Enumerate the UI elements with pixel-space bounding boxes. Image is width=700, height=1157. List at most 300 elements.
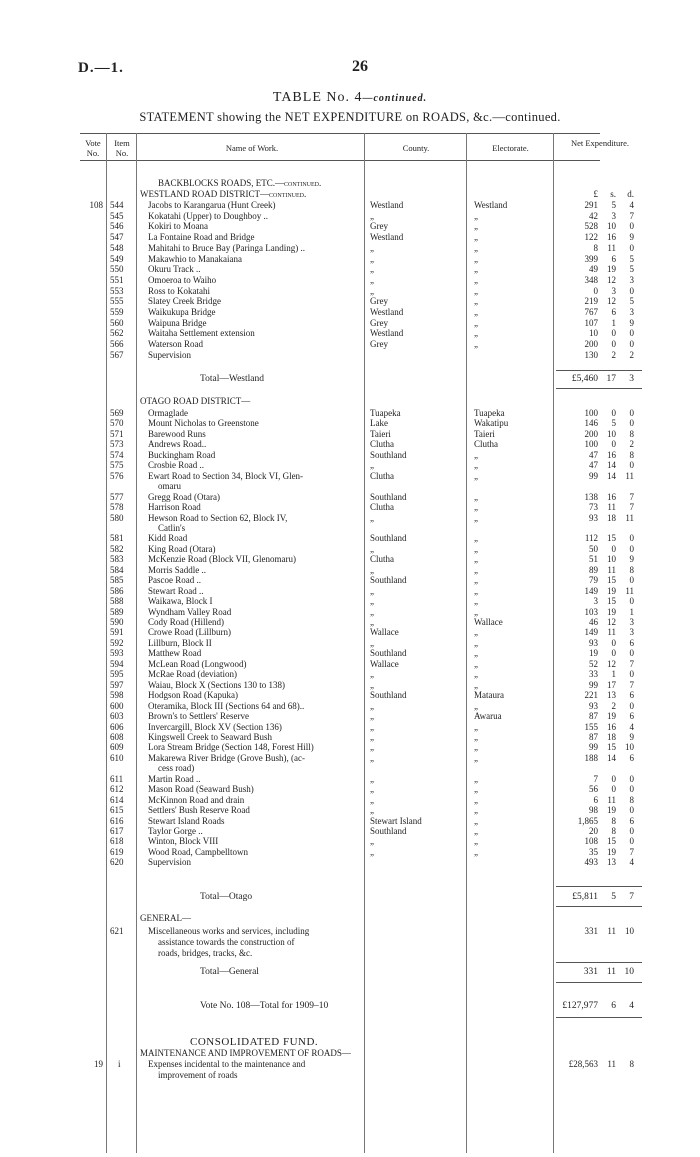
table-title-continued: —continued. [362, 93, 428, 104]
expenditure-shillings: 16 [607, 449, 616, 460]
item-number: 570 [110, 418, 124, 429]
electorate-name: „ [474, 585, 478, 596]
electorate-name: „ [474, 328, 478, 339]
item-number: 597 [110, 679, 124, 690]
expenditure-pence: 4 [629, 721, 634, 732]
section-backblocks: BACKBLOCKS ROADS, ETC.—continued. [158, 178, 322, 188]
total-vote-shillings: 6 [611, 1001, 616, 1011]
consolidated-fund-heading: CONSOLIDATED FUND. [190, 1036, 319, 1048]
item-number: 578 [110, 502, 124, 513]
col-head-county: County. [402, 143, 430, 153]
work-name: King Road (Otara) [148, 543, 216, 554]
col-head-item: Item No. [114, 138, 130, 158]
work-name: Crowe Road (Lillburn) [148, 627, 231, 638]
item-number: 584 [110, 564, 124, 575]
expenditure-pounds: 100 [584, 439, 598, 450]
expenditure-pounds: 112 [584, 533, 598, 544]
expenditure-shillings: 19 [607, 846, 616, 857]
work-name: Mahitahi to Bruce Bay (Paringa Landing) .. [148, 242, 305, 253]
county-name: „ [370, 711, 374, 722]
expenditure-pence: 0 [629, 669, 634, 680]
work-name: Waiau, Block X (Sections 130 to 138) [148, 679, 286, 690]
expenditure-pence: 5 [629, 296, 634, 307]
expenditure-shillings: 0 [611, 543, 616, 554]
expenditure-pence: 3 [629, 274, 634, 285]
item-number: 610 [110, 752, 124, 763]
expenditure-pounds: 493 [584, 857, 598, 868]
expenditure-pounds: 79 [589, 575, 598, 586]
electorate-name: „ [474, 784, 478, 795]
general-description-line-3: roads, bridges, tracks, &c. [158, 948, 253, 958]
electorate-name: „ [474, 637, 478, 648]
expenditure-pounds: 155 [584, 721, 598, 732]
work-name: Kingswell Creek to Seaward Bush [148, 731, 272, 742]
work-name: Lillburn, Block II [148, 637, 212, 648]
electorate-name: Clutha [474, 439, 498, 450]
county-name: Southland [370, 491, 407, 502]
electorate-name: Awarua [474, 711, 502, 722]
expenditure-pence: 5 [629, 264, 634, 275]
expenditure-pence: 0 [629, 285, 634, 296]
general-item-number: 621 [110, 926, 124, 936]
expenditure-pounds: 122 [584, 232, 598, 243]
electorate-name: „ [474, 242, 478, 253]
item-number: 620 [110, 857, 124, 868]
consolidated-vote-number: 19 [94, 1059, 103, 1069]
item-number: 546 [110, 221, 124, 232]
expenditure-pence: 4 [629, 200, 634, 210]
statement-heading: STATEMENT showing the NET EXPENDITURE on ROADS, &c.—continued. [139, 110, 561, 124]
electorate-name: „ [474, 648, 478, 659]
expenditure-shillings: 0 [611, 648, 616, 659]
work-name: McKenzie Road (Block VII, Glenomaru) [148, 554, 297, 565]
county-name: Wallace [370, 627, 399, 638]
electorate-name: „ [474, 836, 478, 847]
county-name: „ [370, 210, 374, 221]
work-name: Waterson Road [148, 339, 204, 350]
item-number: 573 [110, 439, 124, 450]
work-name: Crosbie Road .. [148, 460, 204, 471]
consolidated-pence: 8 [629, 1059, 634, 1069]
electorate-name: „ [474, 564, 478, 575]
expenditure-shillings: 2 [611, 700, 616, 711]
work-name: Waipuna Bridge [148, 317, 207, 328]
expenditure-shillings: 15 [607, 742, 616, 753]
expenditure-pounds: 10 [589, 328, 598, 339]
electorate-name: Westland [474, 200, 508, 210]
section-westland: WESTLAND ROAD DISTRICT—continued. [140, 189, 307, 199]
electorate-name: „ [474, 221, 478, 232]
expenditure-pence: 0 [629, 784, 634, 795]
expenditure-shillings: 10 [607, 428, 616, 439]
work-name: Wyndham Valley Road [148, 606, 232, 617]
work-name-continued: cess road) [158, 763, 195, 774]
expenditure-pence: 11 [625, 470, 634, 481]
expenditure-pence: 6 [629, 690, 634, 701]
expenditure-pounds: 20 [589, 826, 598, 836]
expenditure-pence: 6 [629, 637, 634, 648]
expenditure-shillings: 12 [607, 274, 616, 285]
county-name: „ [370, 731, 374, 742]
county-name: „ [370, 669, 374, 680]
col-head-electorate: Electorate. [492, 143, 529, 153]
item-number: 560 [110, 317, 124, 328]
expenditure-shillings: 13 [607, 857, 616, 868]
expenditure-shillings: 8 [611, 826, 616, 836]
item-number: 592 [110, 637, 124, 648]
item-number: 549 [110, 253, 124, 264]
expenditure-pounds: 103 [584, 606, 598, 617]
expenditure-pounds: 219 [584, 296, 598, 307]
expenditure-shillings: 13 [607, 690, 616, 701]
item-number: 609 [110, 742, 124, 753]
county-name: Southland [370, 826, 407, 836]
electorate-name: „ [474, 627, 478, 638]
item-number: 618 [110, 836, 124, 847]
expenditure-shillings: 0 [611, 408, 616, 418]
expenditure-pounds: 47 [589, 449, 598, 460]
electorate-name: „ [474, 470, 478, 481]
item-number: 585 [110, 575, 124, 586]
expenditure-pounds: 767 [584, 307, 598, 317]
county-name: „ [370, 752, 374, 763]
expenditure-shillings: 15 [607, 575, 616, 586]
item-number: 606 [110, 721, 124, 732]
total-general-pence: 10 [624, 967, 634, 977]
expenditure-pounds: 188 [584, 752, 598, 763]
work-name: Martin Road .. [148, 773, 201, 784]
item-number: 583 [110, 554, 124, 565]
expenditure-pounds: 50 [589, 543, 598, 554]
county-name: Clutha [370, 554, 394, 565]
expenditure-pounds: 56 [589, 784, 598, 795]
item-number: 616 [110, 815, 124, 826]
expenditure-pence: 8 [629, 564, 634, 575]
expenditure-pounds: 3 [593, 596, 598, 607]
county-name: „ [370, 836, 374, 847]
electorate-name: „ [474, 449, 478, 460]
expenditure-pence: 7 [629, 491, 634, 502]
work-name: Cody Road (Hillend) [148, 617, 224, 627]
county-name: „ [370, 679, 374, 690]
county-name: „ [370, 700, 374, 711]
general-subtotal-rule [556, 962, 642, 963]
expenditure-shillings: 12 [607, 617, 616, 627]
expenditure-pence: 7 [629, 679, 634, 690]
item-number: 588 [110, 596, 124, 607]
expenditure-pounds: 291 [584, 200, 598, 210]
work-name: Supervision [148, 349, 192, 360]
county-name: „ [370, 794, 374, 805]
work-name: Omoeroa to Waiho [148, 274, 217, 285]
expenditure-pence: 0 [629, 805, 634, 816]
electorate-name: Tuapeka [474, 408, 505, 418]
header-bottom-rule [80, 160, 600, 161]
electorate-name: „ [474, 606, 478, 617]
item-number: 611 [110, 773, 124, 784]
county-name: „ [370, 617, 374, 627]
work-name: Ross to Kokatahi [148, 285, 210, 296]
expenditure-pounds: 47 [589, 460, 598, 471]
county-name: Grey [370, 296, 388, 307]
item-number: 574 [110, 449, 124, 460]
expenditure-shillings: 15 [607, 596, 616, 607]
expenditure-pence: 0 [629, 543, 634, 554]
expenditure-pence: 9 [629, 232, 634, 243]
table-title-main: TABLE No. 4 [272, 90, 363, 105]
expenditure-pence: 2 [629, 439, 634, 450]
county-name: „ [370, 264, 374, 275]
work-name: La Fontaine Road and Bridge [148, 232, 255, 243]
item-number: 615 [110, 805, 124, 816]
electorate-name: „ [474, 731, 478, 742]
county-name: „ [370, 543, 374, 554]
expenditure-pence: 3 [629, 307, 634, 317]
expenditure-shillings: 17 [607, 679, 616, 690]
work-name: McRae Road (deviation) [148, 669, 237, 680]
work-name: Hodgson Road (Kapuka) [148, 690, 238, 701]
county-name: Southland [370, 575, 407, 586]
expenditure-shillings: 14 [607, 460, 616, 471]
county-name: „ [370, 721, 374, 732]
expenditure-pence: 0 [629, 648, 634, 659]
county-name: Westland [370, 232, 404, 243]
item-number: 566 [110, 339, 124, 350]
expenditure-pence: 0 [629, 408, 634, 418]
vote-number: 108 [89, 200, 103, 210]
total-otago-pence: 7 [629, 892, 634, 902]
expenditure-shillings: 5 [611, 200, 616, 210]
county-name: „ [370, 253, 374, 264]
expenditure-pounds: 73 [589, 502, 598, 513]
electorate-name: „ [474, 669, 478, 680]
expenditure-pounds: 399 [584, 253, 598, 264]
total-general-shillings: 11 [606, 967, 616, 977]
expenditure-shillings: 0 [611, 637, 616, 648]
expenditure-pence: 6 [629, 711, 634, 722]
electorate-name: „ [474, 210, 478, 221]
expenditure-pence: 7 [629, 658, 634, 669]
expenditure-pounds: 149 [584, 627, 598, 638]
item-number: 575 [110, 460, 124, 471]
electorate-name: „ [474, 679, 478, 690]
expenditure-pounds: 107 [584, 317, 598, 328]
work-name: Stewart Road .. [148, 585, 204, 596]
item-number: 576 [110, 470, 124, 481]
expenditure-pence: 5 [629, 253, 634, 264]
county-name: Stewart Island [370, 815, 422, 826]
item-number: 600 [110, 700, 124, 711]
county-name: Southland [370, 648, 407, 659]
electorate-name: „ [474, 502, 478, 513]
expenditure-shillings: 19 [607, 264, 616, 275]
total-otago-label: Total—Otago [200, 892, 253, 902]
work-name: Brown's to Settlers' Reserve [148, 711, 249, 722]
item-number: 555 [110, 296, 124, 307]
item-number: 608 [110, 731, 124, 742]
total-general-pounds: 331 [583, 967, 598, 977]
expenditure-shillings: 14 [607, 470, 616, 481]
electorate-name: „ [474, 543, 478, 554]
expenditure-shillings: 18 [607, 731, 616, 742]
total-westland-label: Total—Westland [200, 374, 264, 384]
expenditure-pence: 1 [629, 606, 634, 617]
expenditure-pounds: 93 [589, 512, 598, 523]
item-number: 581 [110, 533, 124, 544]
expenditure-pence: 0 [629, 242, 634, 253]
work-name: Winton, Block VIII [148, 836, 219, 847]
consolidated-pounds: £28,563 [568, 1059, 598, 1069]
work-name: Slatey Creek Bridge [148, 296, 221, 307]
item-number: 590 [110, 617, 124, 627]
work-name: Waikukupa Bridge [148, 307, 216, 317]
county-name: Westland [370, 328, 404, 339]
electorate-name: „ [474, 264, 478, 275]
expenditure-pence: 8 [629, 449, 634, 460]
item-number: 598 [110, 690, 124, 701]
item-number: 593 [110, 648, 124, 659]
expenditure-pence: 0 [629, 773, 634, 784]
work-name: Oteramika, Block III (Sections 64 and 68).. [148, 700, 305, 711]
electorate-name: „ [474, 752, 478, 763]
electorate-name: „ [474, 285, 478, 296]
consolidated-description-line-2: improvement of roads [158, 1070, 238, 1080]
expenditure-pence: 10 [625, 742, 634, 753]
expenditure-pounds: 149 [584, 585, 598, 596]
work-name: Buckingham Road [148, 449, 216, 460]
document-reference: D.—1. [78, 60, 124, 76]
expenditure-pounds: 93 [589, 637, 598, 648]
electorate-name: „ [474, 554, 478, 565]
expenditure-pounds: 49 [589, 264, 598, 275]
expenditure-pounds: 6 [593, 794, 598, 805]
general-shillings: 11 [607, 926, 616, 936]
item-number: 559 [110, 307, 124, 317]
total-general-label: Total—General [200, 967, 259, 977]
expenditure-shillings: 6 [611, 307, 616, 317]
general-description-line-2: assistance towards the construction of [158, 937, 295, 947]
work-name: Kokatahi (Upper) to Doughboy .. [148, 210, 268, 221]
expenditure-pounds: 221 [584, 690, 598, 701]
consolidated-description-line-1: Expenses incidental to the maintenance and [148, 1059, 306, 1069]
expenditure-shillings: 15 [607, 533, 616, 544]
expenditure-pounds: 98 [589, 805, 598, 816]
county-name: Clutha [370, 502, 394, 513]
expenditure-shillings: 6 [611, 253, 616, 264]
expenditure-pounds: 108 [584, 836, 598, 847]
work-name: Makarewa River Bridge (Grove Bush), (ac- [148, 752, 305, 763]
electorate-name: „ [474, 805, 478, 816]
consolidated-item-number: i [118, 1059, 121, 1069]
item-number: 582 [110, 543, 124, 554]
expenditure-pence: 3 [629, 617, 634, 627]
expenditure-pence: 0 [629, 339, 634, 350]
expenditure-pounds: 46 [589, 617, 598, 627]
county-column-rule [466, 133, 467, 1153]
work-name: Kokiri to Moana [148, 221, 208, 232]
item-number: 591 [110, 627, 124, 638]
expenditure-shillings: 11 [607, 242, 616, 253]
expenditure-shillings: 11 [607, 627, 616, 638]
total-vote-pence: 4 [629, 1001, 634, 1011]
work-name: Settlers' Bush Reserve Road [148, 805, 250, 816]
county-name: „ [370, 846, 374, 857]
expenditure-pence: 11 [625, 585, 634, 596]
col-head-name: Name of Work. [225, 143, 279, 153]
item-number: 589 [110, 606, 124, 617]
electorate-name: „ [474, 700, 478, 711]
total-otago-pounds: £5,811 [572, 892, 598, 902]
item-number: 569 [110, 408, 124, 418]
electorate-name: „ [474, 253, 478, 264]
expenditure-shillings: 0 [611, 439, 616, 450]
work-name: Taylor Gorge .. [148, 826, 203, 836]
expenditure-shillings: 16 [607, 721, 616, 732]
county-name: Taieri [370, 428, 391, 439]
expenditure-pence: 9 [629, 731, 634, 742]
expenditure-pence: 0 [629, 418, 634, 429]
expenditure-pounds: 200 [584, 428, 598, 439]
item-number: 551 [110, 274, 124, 285]
county-name: „ [370, 460, 374, 471]
item-number: 617 [110, 826, 124, 836]
county-name: Clutha [370, 439, 394, 450]
shillings-unit: s. [610, 189, 616, 199]
county-name: Lake [370, 418, 388, 429]
work-name: McLean Road (Longwood) [148, 658, 247, 669]
item-number: 580 [110, 512, 124, 523]
expenditure-pounds: 138 [584, 491, 598, 502]
item-number: 567 [110, 349, 124, 360]
expenditure-pence: 9 [629, 317, 634, 328]
county-name: „ [370, 242, 374, 253]
expenditure-pounds: 130 [584, 349, 598, 360]
expenditure-pounds: 146 [584, 418, 598, 429]
electorate-name: „ [474, 533, 478, 544]
work-name: Okuru Track .. [148, 264, 201, 275]
expenditure-pounds: 100 [584, 408, 598, 418]
expenditure-pence: 2 [629, 349, 634, 360]
expenditure-pounds: 35 [589, 846, 598, 857]
expenditure-pounds: 87 [589, 731, 598, 742]
consolidated-shillings: 11 [607, 1059, 616, 1069]
expenditure-pounds: 87 [589, 711, 598, 722]
table-title [0, 90, 700, 106]
expenditure-pence: 8 [629, 428, 634, 439]
county-name: „ [370, 596, 374, 607]
electorate-name: „ [474, 658, 478, 669]
electorate-name: „ [474, 773, 478, 784]
westland-total-rule [556, 388, 642, 389]
electorate-column-rule [553, 133, 554, 1153]
section-general: GENERAL— [140, 913, 191, 923]
item-column-rule [136, 133, 137, 1153]
expenditure-pounds: 52 [589, 658, 598, 669]
expenditure-pounds: 99 [589, 742, 598, 753]
expenditure-shillings: 19 [607, 805, 616, 816]
expenditure-shillings: 16 [607, 232, 616, 243]
expenditure-shillings: 12 [607, 296, 616, 307]
work-name-continued: Catlin's [158, 522, 186, 533]
county-name: Southland [370, 533, 407, 544]
county-name: Grey [370, 317, 388, 328]
otago-total-rule [556, 906, 642, 907]
electorate-name: „ [474, 491, 478, 502]
county-name: Westland [370, 307, 404, 317]
expenditure-shillings: 3 [611, 285, 616, 296]
work-name: Andrews Road.. [148, 439, 207, 450]
general-description-line-1: Miscellaneous works and services, including [148, 926, 310, 936]
